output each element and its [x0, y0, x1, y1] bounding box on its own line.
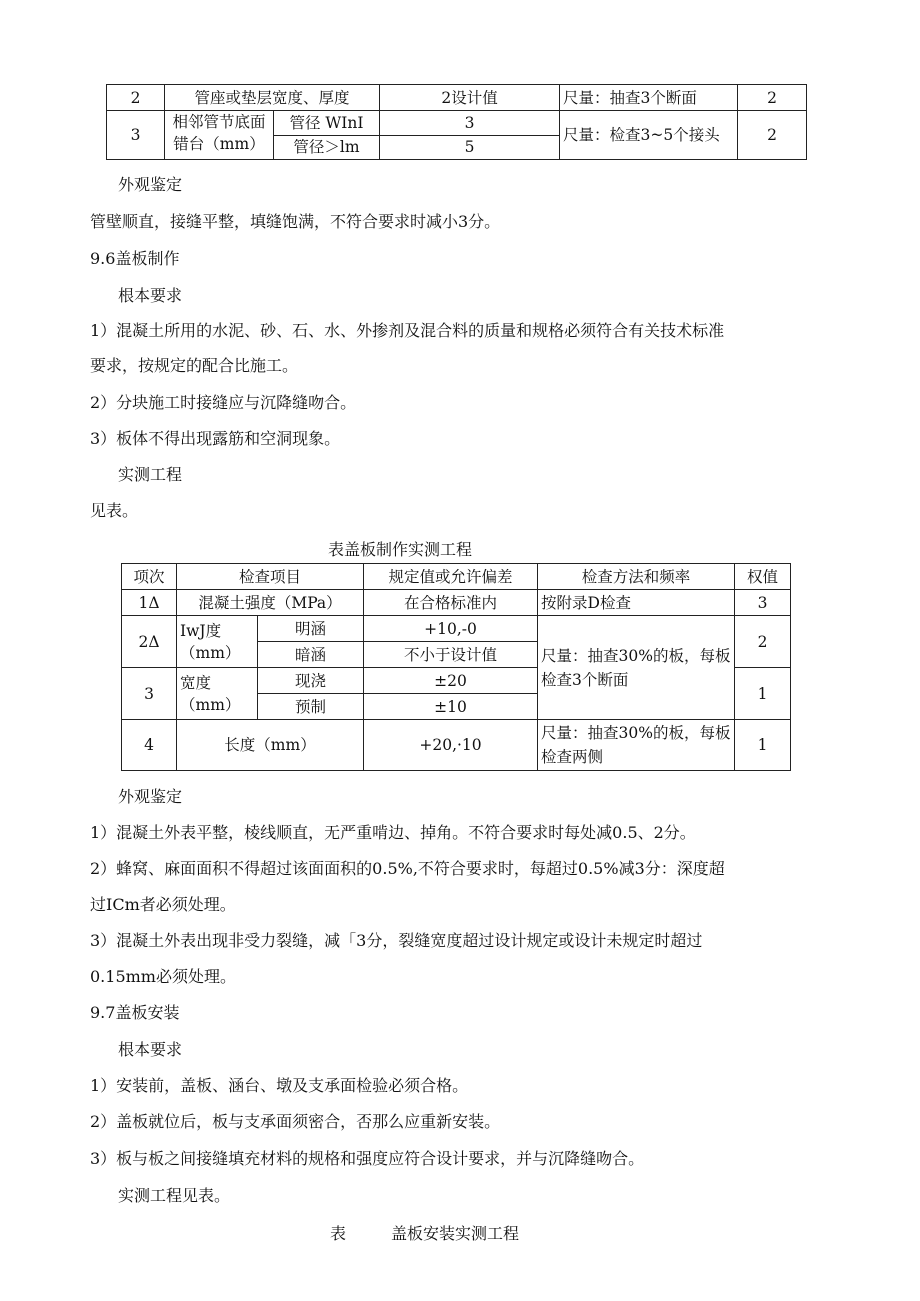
- header-value: 规定值或允许偏差: [364, 564, 538, 590]
- table-cover-plate-fabrication: [121, 563, 791, 771]
- cell-no: 3: [107, 111, 165, 160]
- cell-item: 相邻管节底面错台（mm）: [165, 111, 274, 160]
- cell-value: 5: [380, 135, 560, 160]
- cell-weight: 1: [735, 720, 791, 771]
- header-method: 检查方法和频率: [538, 564, 735, 590]
- cell-item: 混凝土强度（MPa）: [177, 590, 364, 616]
- table-row: [122, 616, 791, 642]
- header-item: 检查项目: [177, 564, 364, 590]
- cell-value: 2设计值: [380, 85, 560, 111]
- table-row: [122, 590, 791, 616]
- section-title: 外观鉴定: [118, 175, 183, 194]
- header-weight: 权值: [735, 564, 791, 590]
- paragraph: 3）板与板之间接缝填充材料的规格和强度应符合设计要求，并与沉降缝吻合。: [90, 1149, 645, 1168]
- header-no: 项次: [122, 564, 177, 590]
- cell-value: ±20: [364, 668, 538, 694]
- section-title: 根本要求: [118, 1040, 183, 1059]
- cell-value: +10,-0: [364, 616, 538, 642]
- cell-method: 尺量：抽查3个断面: [560, 85, 738, 111]
- section-title: 外观鉴定: [118, 787, 183, 806]
- cell-weight: 2: [738, 111, 807, 160]
- cell-weight: 2: [738, 85, 807, 111]
- cell-value: 3: [380, 111, 560, 136]
- table-row: [107, 85, 807, 111]
- table-caption-prefix: 表: [330, 1224, 347, 1243]
- cell-method: 按附录D检查: [538, 590, 735, 616]
- cell-item: 宽度（mm）: [177, 668, 258, 720]
- cell-method: 尺量：检查3~5个接头: [560, 111, 738, 160]
- cell-value: +20,·10: [364, 720, 538, 771]
- cell-method: 尺量：抽查30%的板，每板检查两侧: [538, 720, 735, 771]
- cell-no: 4: [122, 720, 177, 771]
- cell-sub: 明涵: [258, 616, 364, 642]
- cell-item: 管座或垫层宽度、厚度: [165, 85, 380, 111]
- cell-value: 不小于设计值: [364, 642, 538, 668]
- table-header-row: [122, 564, 791, 590]
- paragraph: 1）混凝土所用的水泥、砂、石、水、外掺剂及混合料的质量和规格必须符合有关技术标准: [90, 321, 725, 340]
- cell-no: 2: [107, 85, 165, 111]
- cell-weight: 3: [735, 590, 791, 616]
- section-heading: 9.7盖板安装: [90, 1003, 180, 1022]
- cell-no: 1Δ: [122, 590, 177, 616]
- paragraph: 0.15mm必须处理。: [90, 967, 236, 986]
- paragraph: 见表。: [90, 501, 139, 520]
- cell-sub: 预制: [258, 694, 364, 720]
- cell-item: 长度（mm）: [177, 720, 364, 771]
- section-title: 实测工程: [118, 465, 183, 484]
- paragraph: 要求，按规定的配合比施工。: [90, 356, 299, 375]
- cell-weight: 2: [735, 616, 791, 668]
- paragraph: 实测工程见表。: [118, 1186, 231, 1205]
- cell-sub: 管径 WInI: [274, 111, 380, 136]
- paragraph: 过ICm者必须处理。: [90, 895, 236, 914]
- table-caption: 盖板安装实测工程: [391, 1224, 520, 1243]
- paragraph: 管壁顺直，接缝平整，填缝饱满，不符合要求时减小3分。: [90, 212, 501, 231]
- cell-sub: 管径＞lm: [274, 135, 380, 160]
- cell-sub: 暗涵: [258, 642, 364, 668]
- paragraph: 3）板体不得出现露筋和空洞现象。: [90, 429, 341, 448]
- table-drainage-continued: [106, 84, 807, 160]
- paragraph: 3）混凝土外表出现非受力裂缝，减「3分，裂缝宽度超过设计规定或设计未规定时超过: [90, 931, 703, 950]
- cell-weight: 1: [735, 668, 791, 720]
- paragraph: 1）安装前，盖板、涵台、墩及支承面检验必须合格。: [90, 1076, 469, 1095]
- cell-method: 尺量：抽查30%的板，每板检查3个断面: [538, 616, 735, 720]
- section-heading: 9.6盖板制作: [90, 249, 180, 268]
- paragraph: 2）分块施工时接缝应与沉降缝吻合。: [90, 393, 357, 412]
- cell-item: IwJ度（mm）: [177, 616, 258, 668]
- paragraph: 1）混凝土外表平整，棱线顺直，无严重啃边、掉角。不符合要求时每处减0.5、2分。: [90, 823, 696, 842]
- table-row: [122, 720, 791, 771]
- table-caption: 表盖板制作实测工程: [328, 540, 473, 559]
- cell-no: 3: [122, 668, 177, 720]
- cell-value: 在合格标准内: [364, 590, 538, 616]
- cell-no: 2Δ: [122, 616, 177, 668]
- cell-sub: 现浇: [258, 668, 364, 694]
- paragraph: 2）蜂窝、麻面面积不得超过该面面积的0.5%,不符合要求时，每超过0.5%减3分：深度超: [90, 859, 725, 878]
- table-row: [107, 111, 807, 136]
- section-title: 根本要求: [118, 286, 183, 305]
- cell-value: ±10: [364, 694, 538, 720]
- paragraph: 2）盖板就位后，板与支承面须密合，否那么应重新安装。: [90, 1112, 501, 1131]
